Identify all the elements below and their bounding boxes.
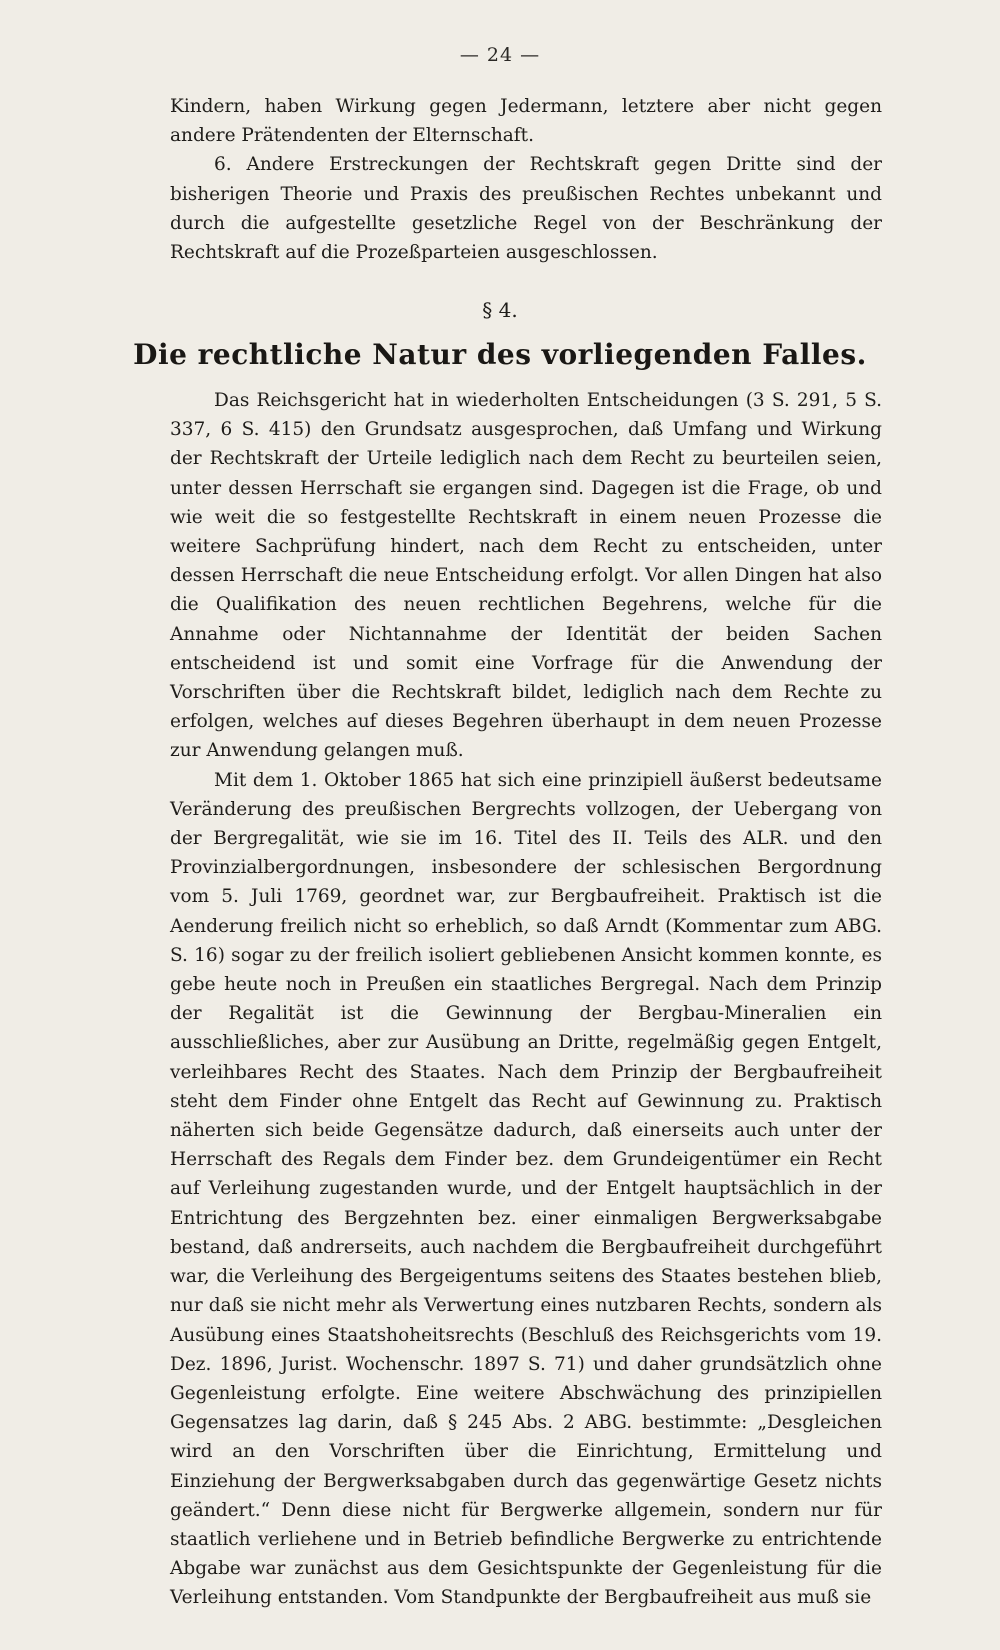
paragraph: Das Reichsgericht hat in wiederholten Entscheidungen (3 S. 291, 5 S. 337, 6 S. 415) den Grundsatz ausgesprochen, daß Umfang und Wirkung der Rechtskraft der Urteile lediglich nach dem Recht zu beurteilen seien, unter dessen Herrschaft sie ergangen sind. Dagegen ist die Frage, ob und wie weit die so festgestellte Rechtskraft in einem neuen Prozesse die weitere Sachprüfung hindert, nach dem Recht zu entscheiden, unter dessen Herrschaft die neue Entscheidung erfolgt. Vor allen Dingen hat also die Qualifikation des neuen rechtlichen Begehrens, welche für die Annahme oder Nichtannahme der Identität der beiden Sachen entscheidend ist und somit eine Vorfrage für die Anwendung der Vorschriften über die Rechtskraft bildet, lediglich nach dem Rechte zu erfolgen, welches auf dieses Begehren überhaupt in dem neuen Prozesse zur Anwendung gelangen muß. — [170, 390, 882, 762]
section-number: § 4. — [482, 298, 518, 322]
paragraph: Kindern, haben Wirkung gegen Jedermann, letztere aber nicht gegen andere Prätendenten der Elternschaft. — [170, 96, 882, 147]
paragraph: 6. Andere Erstreckungen der Rechtskraft gegen Dritte sind der bisherigen Theorie und Praxis des preußischen Rechtes unbekannt und durch die aufgestellte gesetzliche Regel von der Beschränkung der Rechtskraft auf die Prozeßparteien ausgeschlossen. — [170, 154, 882, 264]
paragraph: Mit dem 1. Oktober 1865 hat sich eine prinzipiell äußerst bedeutsame Veränderung des preußischen Bergrechts vollzogen, der Uebergang von der Bergregalität, wie sie im 16. Titel des II. Teils des ALR. und den Provinzialbergordnungen, insbesondere der schlesischen Bergordnung vom 5. Juli 1769, geordnet war, zur Bergbaufreiheit. Praktisch ist die Aenderung freilich nicht so erheblich, so daß Arndt (Kommentar zum ABG. S. 16) sogar zu der freilich isoliert gebliebenen Ansicht kommen konnte, es gebe heute noch in Preußen ein staatliches Bergregal. Nach dem Prinzip der Regalität ist die Gewinnung der Bergbau-Mineralien ein ausschließliches, aber zur Ausübung an Dritte, regelmäßig gegen Entgelt, verleihbares Recht des Staates. Nach dem Prinzip der Bergbaufreiheit steht dem Finder ohne Entgelt das Recht auf Gewinnung zu. Praktisch näherten sich beide Gegensätze dadurch, daß einerseits auch unter der Herrschaft des Regals dem Finder bez. dem Grundeigentümer ein Recht auf Verleihung zugestanden wurde, und der Entgelt hauptsächlich in der Entrichtung des Bergzehnten bez. einer einmaligen Bergwerksabgabe bestand, daß andrerseits, auch nachdem die Bergbaufreiheit durchgeführt war, die Verleihung des Bergeigentums seitens des Staates bestehen blieb, nur daß sie nicht mehr als Verwertung eines nutzbaren Rechts, sondern als Ausübung eines Staatshoheitsrechts (Beschluß des Reichsgerichts vom 19. Dez. 1896, Jurist. Wochenschr. 1897 S. 71) und daher grundsätzlich ohne Gegenleistung erfolgte. Eine weitere Abschwächung des prinzipiellen Gegensatzes lag darin, daß § 245 Abs. 2 ABG. bestimmte: „Desgleichen wird an den Vorschriften über die Einrichtung, Ermittelung und Einziehung der Bergwerksabgaben durch das gegenwärtige Gesetz nichts geändert.“ Denn diese nicht für Bergwerke allgemein, sondern nur für staatlich verliehene und in Betrieb befindliche Bergwerke zu entrichtende Abgabe war zunächst aus dem Gesichtspunkte der Gegenleistung für die Verleihung entstanden. Vom Standpunkte der Bergbaufreiheit aus muß sie — [170, 769, 882, 1609]
page-number: — 24 — — [459, 44, 541, 66]
section-title: Die rechtliche Natur des vorliegenden Falles. — [133, 338, 867, 371]
intro-text — [170, 92, 882, 267]
body-text — [170, 386, 882, 1613]
